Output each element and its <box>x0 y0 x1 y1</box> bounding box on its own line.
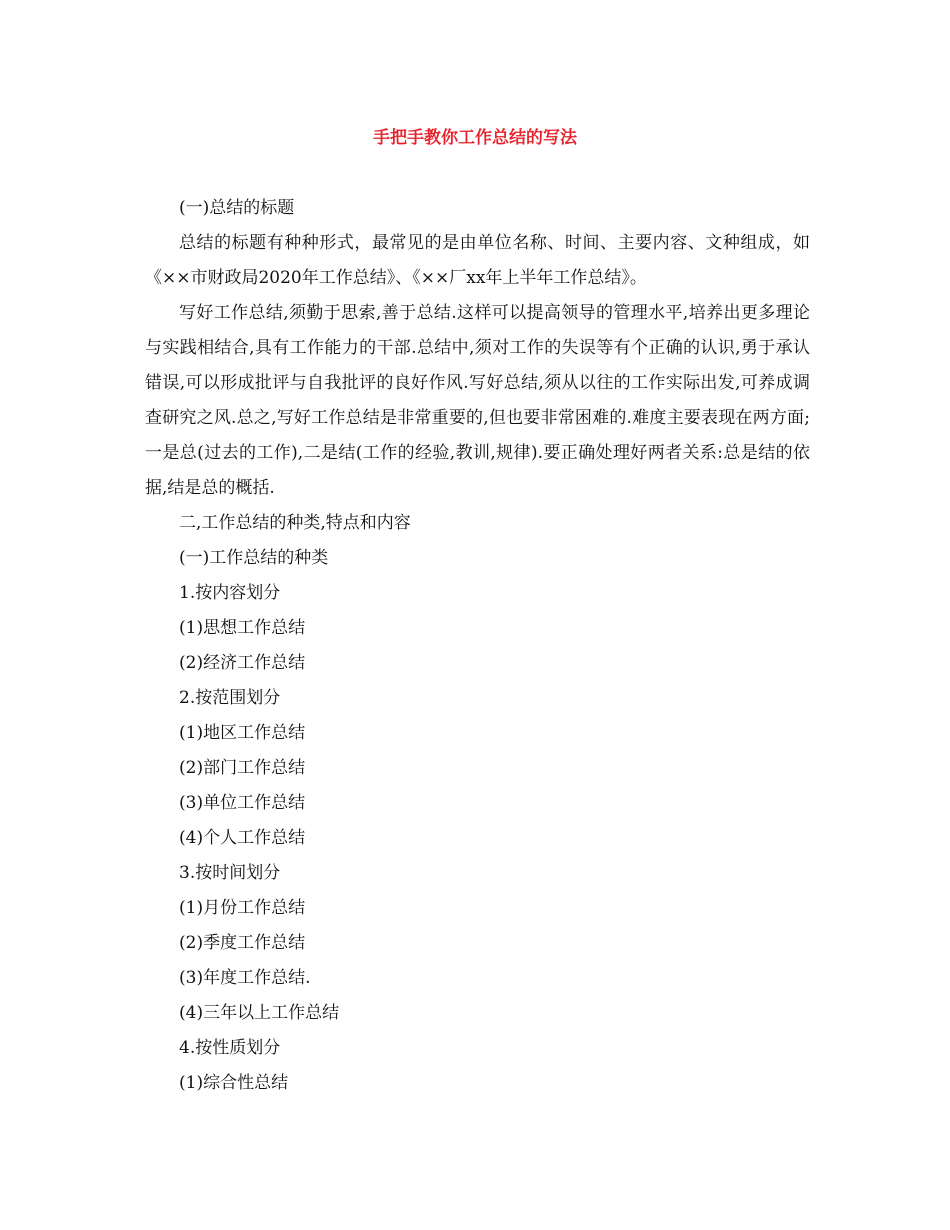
subsection-heading: (一)工作总结的种类 <box>179 548 329 568</box>
section-heading: (一)总结的标题 <box>179 198 295 218</box>
list-item: (1)地区工作总结 <box>179 723 306 743</box>
body-paragraph: 写好工作总结,须勤于思索,善于总结.这样可以提高领导的管理水平,培养出更多理论与实践相结合,具有工作能力的干部.总结中,须对工作的失误等有个正确的认识,勇于承认错误,可以形成批评与自我批评的良好作风.写好总结,须从以往的工作实际出发,可养成调查研究之风.总之,写好工作总结是非常重要的,但也要非常困难的.难度主要表现在两方面;一是总(过去的工作),二是结(工作的经验,教训,规律).要正确处理好两者关系:总是结的依据,结是总的概括. <box>145 303 810 498</box>
list-item: (2)经济工作总结 <box>179 653 306 673</box>
list-item: (3)年度工作总结. <box>179 968 311 988</box>
list-item: (2)季度工作总结 <box>179 933 306 953</box>
list-item: (3)单位工作总结 <box>179 793 306 813</box>
list-item: (4)个人工作总结 <box>179 828 306 848</box>
body-paragraph: 总结的标题有种种形式，最常见的是由单位名称、时间、主要内容、文种组成，如《××市财政局2020年工作总结》、《××厂xx年上半年工作总结》。 <box>145 233 810 288</box>
section-heading: 二,工作总结的种类,特点和内容 <box>179 513 411 533</box>
list-item: (1)思想工作总结 <box>179 618 306 638</box>
list-item: (1)综合性总结 <box>179 1073 289 1093</box>
document-body <box>145 191 810 1101</box>
list-heading: 2.按范围划分 <box>179 688 281 708</box>
document-title: 手把手教你工作总结的写法 <box>373 128 577 148</box>
list-item: (1)月份工作总结 <box>179 898 306 918</box>
list-heading: 1.按内容划分 <box>179 583 281 603</box>
list-item: (4)三年以上工作总结 <box>179 1003 340 1023</box>
list-heading: 3.按时间划分 <box>179 863 281 883</box>
list-item: (2)部门工作总结 <box>179 758 306 778</box>
list-heading: 4.按性质划分 <box>179 1038 281 1058</box>
